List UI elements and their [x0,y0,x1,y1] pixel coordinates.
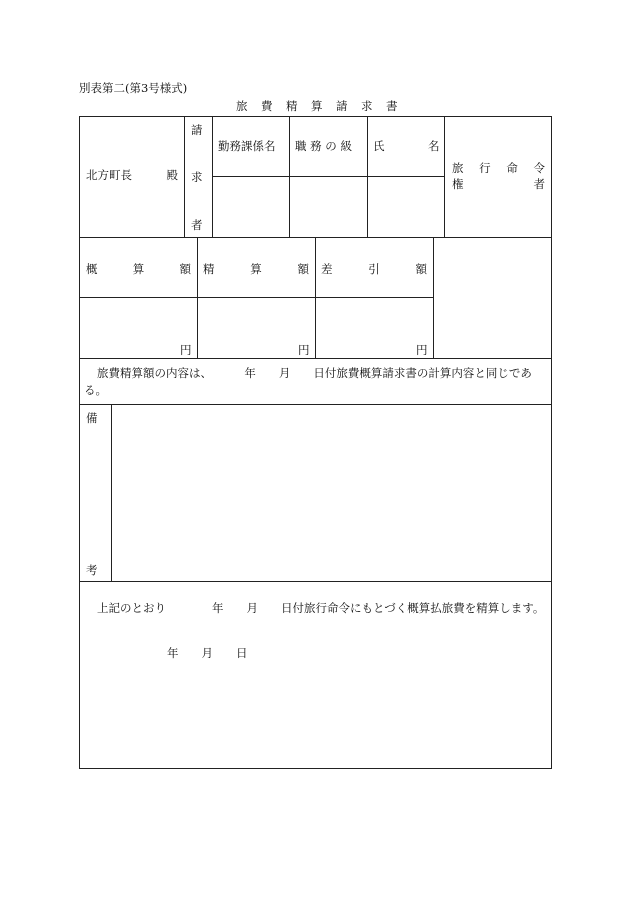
yen-unit-difference: 円 [416,343,428,357]
claimant-char-1: 請 [191,123,203,137]
remarks-label-top: 備 [86,411,98,425]
col-grade-header: 職 務 の 級 [295,139,352,153]
statement-line2: る。 [84,383,107,397]
label-settlement: 精 算 額 [203,262,309,276]
yen-unit-settlement: 円 [298,343,310,357]
col-name-header-2: 名 [428,139,440,153]
label-difference: 差 引 額 [321,262,427,276]
declaration-date: 年 月 日 [167,646,248,660]
col-name-header-1: 氏 [373,139,385,153]
col-dept-header: 勤務課係名 [218,139,276,153]
travel-order-line1: 旅 行 命 令 [452,161,545,175]
form-title: 旅 費 精 算 請 求 書 [236,99,399,113]
claimant-char-3: 者 [191,218,203,232]
claimant-char-2: 求 [191,170,203,184]
travel-order-line2: 権 者 [452,177,545,191]
yen-unit-estimate: 円 [180,343,192,357]
statement-line1: 旅費精算額の内容は、 年 月 日付旅費概算請求書の計算内容と同じであ [97,366,532,380]
addressee: 北方町長 殿 [86,168,178,182]
remarks-label-bottom: 考 [86,563,98,577]
form-number: 別表第二(第3号様式) [79,81,188,95]
declaration-text: 上記のとおり 年 月 日付旅行命令にもとづく概算払旅費を精算します。 [97,601,545,615]
label-estimate: 概 算 額 [86,262,191,276]
